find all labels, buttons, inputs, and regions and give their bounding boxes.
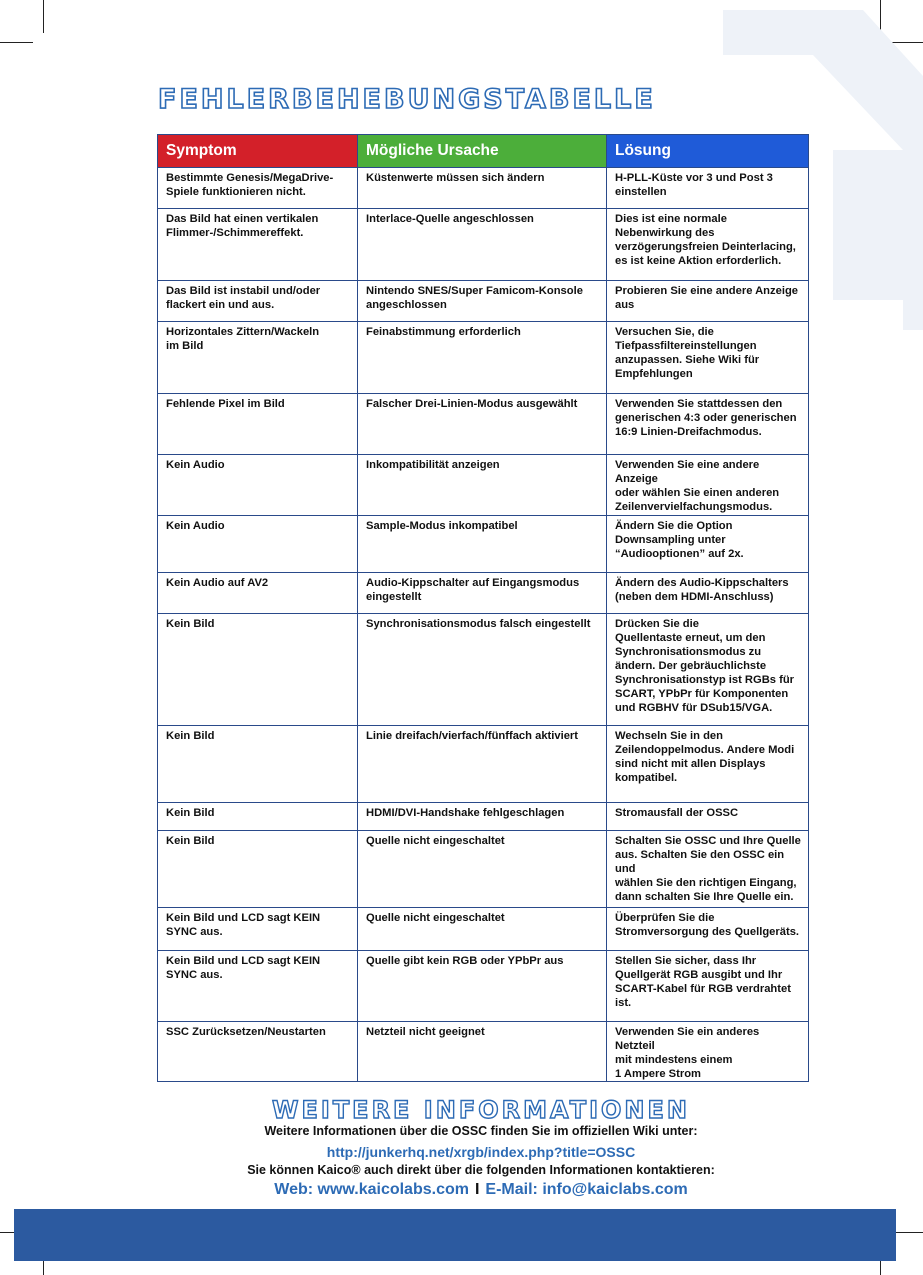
cell-symptom: SSC Zurücksetzen/Neustarten	[158, 1022, 358, 1082]
page-title: FEHLERBEHEBUNGSTABELLE	[158, 84, 656, 115]
cell-solution: Verwenden Sie eine andere Anzeige oder wählen Sie einen anderen Zeilenvervielfachungsmodus.	[607, 455, 809, 516]
contact-line	[0, 1181, 923, 1199]
email-link[interactable]: E-Mail: info@kaiclabs.com	[485, 1181, 688, 1198]
table-row	[158, 394, 809, 455]
table-row	[158, 614, 809, 726]
cell-symptom: Kein Bild und LCD sagt KEIN SYNC aus.	[158, 908, 358, 951]
header-cause: Mögliche Ursache	[358, 135, 607, 168]
contact-separator: I	[474, 1181, 480, 1198]
cell-solution: Verwenden Sie stattdessen den generischen 4:3 oder generischen 16:9 Linien-Dreifachmodus.	[607, 394, 809, 455]
cell-cause: Audio-Kippschalter auf Eingangsmodus eingestellt	[358, 573, 607, 614]
cell-symptom: Kein Bild	[158, 614, 358, 726]
table-row	[158, 726, 809, 803]
cell-cause: Inkompatibilität anzeigen	[358, 455, 607, 516]
wiki-link[interactable]: http://junkerhq.net/xrgb/index.php?title=OSSC	[326, 1144, 636, 1160]
cell-solution: Probieren Sie eine andere Anzeige aus	[607, 281, 809, 322]
cell-solution: Verwenden Sie ein anderes Netzteil mit mindestens einem 1 Ampere Strom	[607, 1022, 809, 1082]
cell-symptom: Kein Bild	[158, 803, 358, 831]
cell-cause: Synchronisationsmodus falsch eingestellt	[358, 614, 607, 726]
cell-solution: Wechseln Sie in den Zeilendoppelmodus. Andere Modi sind nicht mit allen Displays kompatibel.	[607, 726, 809, 803]
crop-mark	[43, 0, 44, 33]
table-row	[158, 908, 809, 951]
cell-cause: Quelle gibt kein RGB oder YPbPr aus	[358, 951, 607, 1022]
header-symptom: Symptom	[158, 135, 358, 168]
cell-solution: Dies ist eine normale Nebenwirkung des verzögerungsfreien Deinterlacing, es ist keine Aktion erforderlich.	[607, 209, 809, 281]
cell-solution: Stellen Sie sicher, dass Ihr Quellgerät RGB ausgibt und Ihr SCART-Kabel für RGB verdrahtet ist.	[607, 951, 809, 1022]
contact-intro-text: Sie können Kaico® auch direkt über die folgenden Informationen kontaktieren:	[247, 1163, 715, 1177]
cell-solution: Versuchen Sie, die Tiefpassfiltereinstellungen anzupassen. Siehe Wiki für Empfehlungen	[607, 322, 809, 394]
table-row	[158, 803, 809, 831]
table-body	[158, 168, 809, 1082]
cell-symptom: Kein Audio	[158, 455, 358, 516]
cell-symptom: Das Bild ist instabil und/oder flackert ein und aus.	[158, 281, 358, 322]
table-row	[158, 831, 809, 908]
cell-solution: Schalten Sie OSSC und Ihre Quelle aus. Schalten Sie den OSSC ein und wählen Sie den richtigen Eingang, dann schalten Sie Ihre Quelle ein.	[607, 831, 809, 908]
cell-cause: Quelle nicht eingeschaltet	[358, 831, 607, 908]
table-row	[158, 573, 809, 614]
table-row	[158, 1022, 809, 1082]
table-header-row	[158, 135, 809, 168]
cell-symptom: Kein Audio	[158, 516, 358, 573]
cell-symptom: Kein Bild	[158, 831, 358, 908]
cell-cause: Sample-Modus inkompatibel	[358, 516, 607, 573]
cell-cause: Feinabstimmung erforderlich	[358, 322, 607, 394]
cell-solution: Überprüfen Sie die Stromversorgung des Quellgeräts.	[607, 908, 809, 951]
table-row	[158, 455, 809, 516]
cell-symptom: Das Bild hat einen vertikalen Flimmer-/Schimmereffekt.	[158, 209, 358, 281]
cell-cause: HDMI/DVI-Handshake fehlgeschlagen	[358, 803, 607, 831]
cell-cause: Falscher Drei-Linien-Modus ausgewählt	[358, 394, 607, 455]
cell-solution: Ändern Sie die Option Downsampling unter “Audiooptionen” auf 2x.	[607, 516, 809, 573]
cell-solution: Stromausfall der OSSC	[607, 803, 809, 831]
table-row	[158, 281, 809, 322]
cell-solution: H-PLL-Küste vor 3 und Post 3 einstellen	[607, 168, 809, 209]
table-row	[158, 209, 809, 281]
cell-symptom: Bestimmte Genesis/MegaDrive- Spiele funktionieren nicht.	[158, 168, 358, 209]
cell-symptom: Kein Bild und LCD sagt KEIN SYNC aus.	[158, 951, 358, 1022]
cell-cause: Linie dreifach/vierfach/fünffach aktiviert	[358, 726, 607, 803]
table-row	[158, 322, 809, 394]
cell-cause: Interlace-Quelle angeschlossen	[358, 209, 607, 281]
cell-cause: Nintendo SNES/Super Famicom-Konsole angeschlossen	[358, 281, 607, 322]
cell-symptom: Horizontales Zittern/Wackeln im Bild	[158, 322, 358, 394]
cell-cause: Quelle nicht eingeschaltet	[358, 908, 607, 951]
web-link[interactable]: Web: www.kaicolabs.com	[274, 1181, 469, 1198]
header-solution: Lösung	[607, 135, 809, 168]
table-row	[158, 168, 809, 209]
cell-solution: Drücken Sie die Quellentaste erneut, um den Synchronisationsmodus zu ändern. Der gebräuchlichste Synchronisationstyp ist RGBs für SCART, YPbPr für Komponenten und RGBHV für DSub15/VGA.	[607, 614, 809, 726]
table-row	[158, 516, 809, 573]
troubleshooting-table	[157, 134, 809, 1082]
more-info-title: WEITERE INFORMATIONEN	[272, 1096, 690, 1124]
cell-symptom: Kein Audio auf AV2	[158, 573, 358, 614]
cell-cause: Netzteil nicht geeignet	[358, 1022, 607, 1082]
crop-mark	[0, 42, 33, 43]
wiki-intro-text: Weitere Informationen über die OSSC finden Sie im offiziellen Wiki unter:	[264, 1124, 698, 1138]
table-row	[158, 951, 809, 1022]
cell-symptom: Kein Bild	[158, 726, 358, 803]
cell-symptom: Fehlende Pixel im Bild	[158, 394, 358, 455]
cell-cause: Küstenwerte müssen sich ändern	[358, 168, 607, 209]
cell-solution: Ändern des Audio-Kippschalters (neben dem HDMI-Anschluss)	[607, 573, 809, 614]
footer-band	[14, 1209, 896, 1261]
